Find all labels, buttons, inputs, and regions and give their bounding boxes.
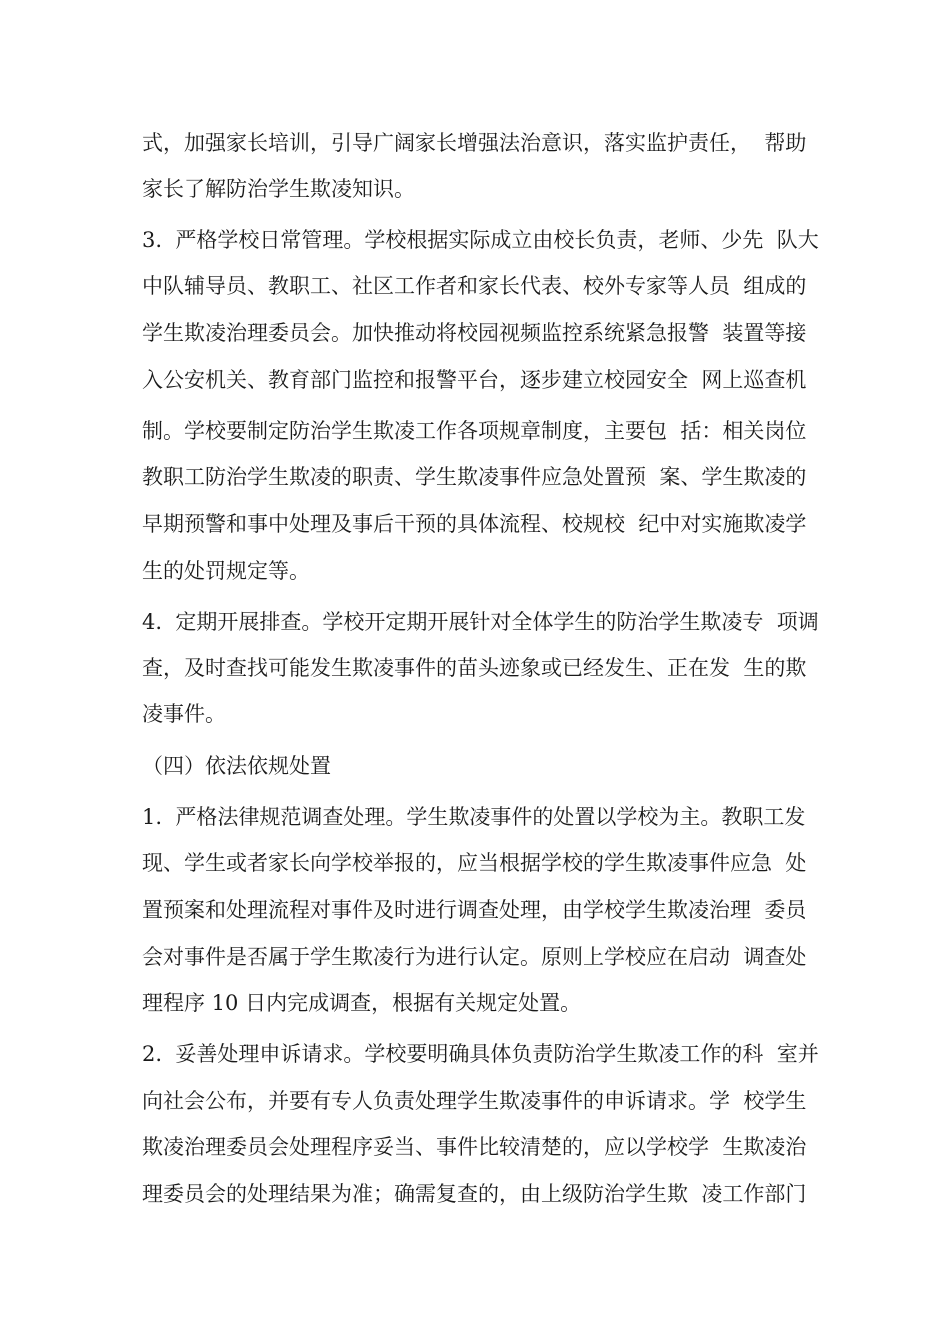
text-line: 中队辅导员、教职工、社区工作者和家长代表、校外专家等人员 组成的 (142, 274, 807, 298)
text-line: 欺凌治理委员会处理程序妥当、事件比较清楚的，应以学校学 生欺凌治 (142, 1135, 807, 1159)
text-line: 查，及时查找可能发生欺凌事件的苗头迹象或已经发生、正在发 生的欺 (142, 656, 807, 680)
text-line: 向社会公布，并要有专人负责处理学生欺凌事件的申诉请求。学 校学生 (142, 1089, 807, 1113)
text-line: 制。学校要制定防治学生欺凌工作各项规章制度，主要包 括：相关岗位 (142, 419, 807, 443)
text-line: 1. 严格法律规范调查处理。学生欺凌事件的处置以学校为主。教职工发 (142, 805, 806, 829)
text-line: 3. 严格学校日常管理。学校根据实际成立由校长负责，老师、少先 队大 (142, 228, 819, 252)
text-line: 理程序 10 日内完成调查，根据有关规定处置。 (142, 991, 582, 1015)
text-line: 式，加强家长培训，引导广阔家长增强法治意识，落实监护责任， 帮助 (142, 131, 807, 155)
text-line: 学生欺凌治理委员会。加快推动将校园视频监控系统紧急报警 装置等接 (142, 321, 807, 345)
text-line: 教职工防治学生欺凌的职责、学生欺凌事件应急处置预 案、学生欺凌的 (142, 465, 807, 489)
text-line: 会对事件是否属于学生欺凌行为进行认定。原则上学校应在启动 调查处 (142, 945, 807, 969)
text-line: 凌事件。 (142, 702, 226, 726)
text-line: 早期预警和事中处理及事后干预的具体流程、校规校 纪中对实施欺凌学 (142, 512, 807, 536)
text-line: 置预案和处理流程对事件及时进行调查处理，由学校学生欺凌治理 委员 (142, 898, 807, 922)
text-line: 入公安机关、教育部门监控和报警平台，逐步建立校园安全 网上巡查机 (142, 368, 807, 392)
text-line: 4. 定期开展排查。学校开定期开展针对全体学生的防治学生欺凌专 项调 (142, 610, 819, 634)
text-line: 家长了解防治学生欺凌知识。 (142, 177, 415, 201)
text-line: 生的处罚规定等。 (142, 559, 310, 583)
section-heading: （四）依法依规处置 (142, 754, 331, 778)
text-line: 现、学生或者家长向学校举报的，应当根据学校的学生欺凌事件应急 处 (142, 851, 807, 875)
text-line: 理委员会的处理结果为准；确需复查的，由上级防治学生欺 凌工作部门 (142, 1182, 807, 1206)
text-line: 2. 妥善处理申诉请求。学校要明确具体负责防治学生欺凌工作的科 室并 (142, 1042, 819, 1066)
